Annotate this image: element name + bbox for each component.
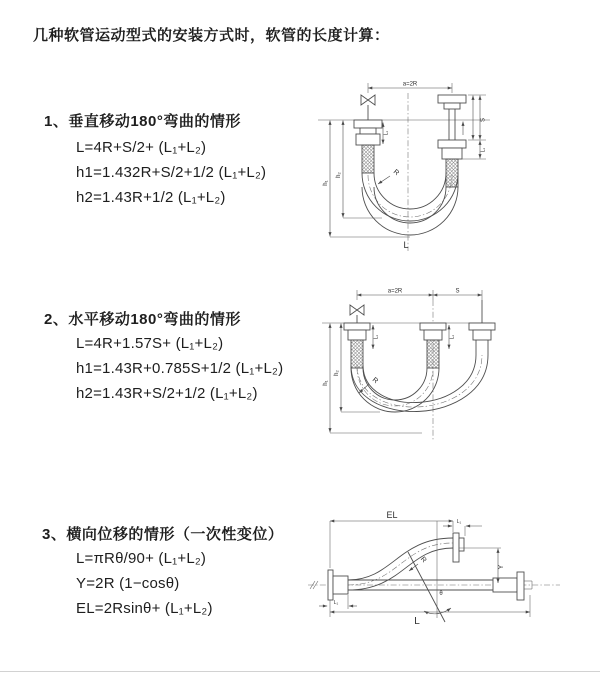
diagram-vertical-180-bend (310, 75, 600, 260)
dimension-a2r (357, 289, 482, 301)
dim-a2r-label: a=2R (402, 81, 418, 88)
hose-s-curve (348, 533, 464, 590)
angle-theta-label: θ (439, 591, 443, 597)
right-pipe-fitting (438, 95, 466, 187)
section3-formula-y: Y=2R (1−cosθ) (76, 575, 180, 592)
left-pipe-fitting (354, 120, 382, 173)
dim-h1-label: h₁ (323, 380, 329, 386)
dim-l1-left-label: L₁ (383, 130, 390, 136)
dim-s-label: S (480, 117, 487, 123)
hose-u-bend-positions (351, 355, 488, 412)
dimension-el (330, 510, 453, 568)
dim-l1-left-label: L₁ (373, 334, 380, 340)
dimension-l1-mid (449, 325, 456, 349)
section3-heading: 3、横向位移的情形（一次性变位） (42, 526, 284, 543)
section2-formula-h2: h2=1.43R+S/2+1/2 (L₁+L₂) (76, 385, 258, 402)
valve-icon (350, 305, 364, 323)
dim-l1-bottom-label: L₁ (333, 600, 339, 606)
dim-l1-top-label: L₁ (456, 519, 462, 525)
dim-l1-mid-label: L₁ (449, 334, 456, 340)
section1-formula-l: L=4R+S/2+ (L₁+L₂) (76, 139, 207, 156)
centerlines (368, 93, 452, 251)
section3-formula-l: L=πRθ/90+ (L₁+L₂) (76, 550, 207, 567)
section2-formula-l: L=4R+1.57S+ (L₁+L₂) (76, 335, 224, 352)
section2-heading: 2、水平移动180°弯曲的情形 (44, 311, 241, 328)
dim-l-label: L (414, 616, 420, 627)
right-pipe-fitting (469, 323, 495, 355)
page-title: 几种软管运动型式的安装方式时，软管的长度计算： (33, 27, 390, 44)
section1-formula-h2: h2=1.43R+1/2 (L₁+L₂) (76, 189, 226, 206)
diagram-horizontal-180-bend (310, 283, 600, 453)
dim-h2-label: h₂ (336, 172, 342, 178)
dim-a2r-label: a=2R (387, 288, 403, 295)
middle-pipe-fitting (420, 323, 446, 368)
left-pipe-fitting (344, 323, 370, 368)
angle-construction (408, 521, 451, 622)
dimension-s (460, 95, 487, 159)
dim-h1-label: h₁ (323, 180, 329, 186)
radius-label: R (391, 168, 401, 178)
section1-heading: 1、垂直移动180°弯曲的情形 (44, 113, 241, 130)
dim-s-label: S (455, 288, 460, 295)
dimension-l (330, 595, 530, 627)
dimension-y (459, 548, 505, 583)
radius-label: R (370, 376, 380, 386)
hose-u-bend (362, 173, 458, 235)
section1-formula-h1: h1=1.432R+S/2+1/2 (L₁+L₂) (76, 164, 267, 181)
dim-y-label: Y (498, 564, 505, 570)
dimension-a2r (368, 82, 452, 94)
dimension-h1-h2 (323, 324, 422, 434)
section3-formula-el: EL=2Rsinθ+ (L₁+L₂) (76, 600, 213, 617)
length-label: L (403, 240, 409, 250)
dimension-l1-left (373, 325, 380, 349)
dim-h2-label: h₂ (334, 370, 340, 376)
dimension-l1-left (383, 123, 390, 145)
radius-label: R (418, 555, 428, 565)
left-flange-fitting (328, 570, 348, 600)
dimension-l1-top (443, 519, 482, 536)
valve-icon (361, 95, 375, 120)
page-bottom-rule (0, 671, 600, 672)
dimension-l1-bottom (319, 595, 357, 609)
dim-l1-right-label: L₁ (480, 147, 487, 153)
radius-callout (378, 169, 400, 184)
diagram-lateral-displacement (305, 500, 600, 645)
section2-formula-h1: h1=1.43R+0.785S+1/2 (L₁+L₂) (76, 360, 284, 377)
dim-el-label: EL (386, 510, 398, 520)
